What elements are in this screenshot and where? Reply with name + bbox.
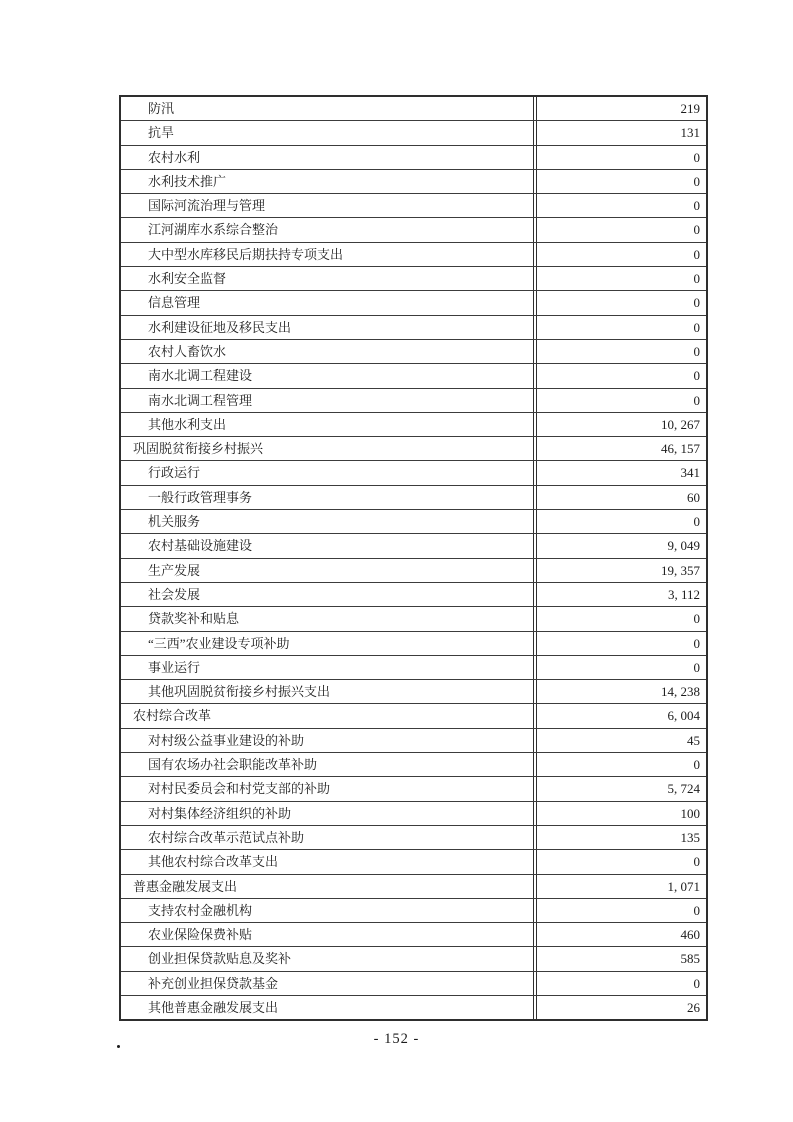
table-row	[120, 704, 707, 728]
table-row	[120, 558, 707, 582]
amount-cell: 0	[534, 242, 708, 266]
item-name-cell: 抗旱	[120, 121, 534, 145]
amount-cell: 10, 267	[534, 412, 708, 436]
amount-cell: 0	[534, 753, 708, 777]
table-row	[120, 145, 707, 169]
item-name-cell: 国际河流治理与管理	[120, 194, 534, 218]
table-row	[120, 242, 707, 266]
amount-cell: 0	[534, 850, 708, 874]
item-name-cell: 社会发展	[120, 582, 534, 606]
item-name-cell: 江河湖库水系综合整治	[120, 218, 534, 242]
item-name-cell: 其他巩固脱贫衔接乡村振兴支出	[120, 680, 534, 704]
table-row	[120, 631, 707, 655]
table-row	[120, 121, 707, 145]
table-row	[120, 194, 707, 218]
amount-cell: 219	[534, 96, 708, 121]
table-row	[120, 680, 707, 704]
amount-cell: 0	[534, 607, 708, 631]
stray-period-mark	[117, 1045, 120, 1048]
amount-cell: 0	[534, 388, 708, 412]
amount-cell: 9, 049	[534, 534, 708, 558]
item-name-cell: 创业担保贷款贴息及奖补	[120, 947, 534, 971]
item-name-cell: 对村级公益事业建设的补助	[120, 728, 534, 752]
amount-cell: 60	[534, 485, 708, 509]
item-name-cell: 水利安全监督	[120, 267, 534, 291]
amount-cell: 0	[534, 655, 708, 679]
table-row	[120, 412, 707, 436]
amount-cell: 135	[534, 825, 708, 849]
amount-cell: 14, 238	[534, 680, 708, 704]
item-name-cell: 农村综合改革	[120, 704, 534, 728]
table-row	[120, 437, 707, 461]
table-row	[120, 96, 707, 121]
table-row	[120, 339, 707, 363]
table-row	[120, 801, 707, 825]
item-name-cell: 普惠金融发展支出	[120, 874, 534, 898]
table-row	[120, 923, 707, 947]
amount-cell: 0	[534, 291, 708, 315]
item-name-cell: 行政运行	[120, 461, 534, 485]
amount-cell: 5, 724	[534, 777, 708, 801]
table-row	[120, 947, 707, 971]
item-name-cell: 其他水利支出	[120, 412, 534, 436]
table-row	[120, 291, 707, 315]
item-name-cell: 生产发展	[120, 558, 534, 582]
item-name-cell: 支持农村金融机构	[120, 898, 534, 922]
item-name-cell: 其他农村综合改革支出	[120, 850, 534, 874]
table-row	[120, 825, 707, 849]
amount-cell: 0	[534, 218, 708, 242]
amount-cell: 0	[534, 194, 708, 218]
item-name-cell: 农村水利	[120, 145, 534, 169]
table-row	[120, 874, 707, 898]
table-row	[120, 461, 707, 485]
amount-cell: 585	[534, 947, 708, 971]
table-row	[120, 728, 707, 752]
item-name-cell: 对村民委员会和村党支部的补助	[120, 777, 534, 801]
amount-cell: 1, 071	[534, 874, 708, 898]
table-row	[120, 607, 707, 631]
amount-cell: 0	[534, 145, 708, 169]
amount-cell: 100	[534, 801, 708, 825]
amount-cell: 0	[534, 631, 708, 655]
item-name-cell: 事业运行	[120, 655, 534, 679]
amount-cell: 0	[534, 364, 708, 388]
amount-cell: 0	[534, 510, 708, 534]
item-name-cell: “三西”农业建设专项补助	[120, 631, 534, 655]
item-name-cell: 国有农场办社会职能改革补助	[120, 753, 534, 777]
table-row	[120, 655, 707, 679]
table-row	[120, 898, 707, 922]
amount-cell: 0	[534, 339, 708, 363]
item-name-cell: 南水北调工程建设	[120, 364, 534, 388]
table-row	[120, 315, 707, 339]
item-name-cell: 大中型水库移民后期扶持专项支出	[120, 242, 534, 266]
amount-cell: 0	[534, 267, 708, 291]
amount-cell: 0	[534, 898, 708, 922]
table-row	[120, 777, 707, 801]
item-name-cell: 巩固脱贫衔接乡村振兴	[120, 437, 534, 461]
amount-cell: 131	[534, 121, 708, 145]
item-name-cell: 对村集体经济组织的补助	[120, 801, 534, 825]
item-name-cell: 农村人畜饮水	[120, 339, 534, 363]
table-row	[120, 850, 707, 874]
table-row	[120, 169, 707, 193]
item-name-cell: 一般行政管理事务	[120, 485, 534, 509]
item-name-cell: 机关服务	[120, 510, 534, 534]
amount-cell: 341	[534, 461, 708, 485]
amount-cell: 3, 112	[534, 582, 708, 606]
table-row	[120, 388, 707, 412]
amount-cell: 6, 004	[534, 704, 708, 728]
table-row	[120, 995, 707, 1020]
amount-cell: 26	[534, 995, 708, 1020]
table-row	[120, 582, 707, 606]
table-row	[120, 971, 707, 995]
table-row	[120, 364, 707, 388]
table-row	[120, 753, 707, 777]
table-row	[120, 485, 707, 509]
budget-table-body	[120, 96, 707, 1020]
item-name-cell: 贷款奖补和贴息	[120, 607, 534, 631]
item-name-cell: 南水北调工程管理	[120, 388, 534, 412]
item-name-cell: 其他普惠金融发展支出	[120, 995, 534, 1020]
amount-cell: 19, 357	[534, 558, 708, 582]
page-number: - 152 -	[373, 1031, 420, 1047]
item-name-cell: 农村综合改革示范试点补助	[120, 825, 534, 849]
table-row	[120, 534, 707, 558]
item-name-cell: 防汛	[120, 96, 534, 121]
item-name-cell: 水利建设征地及移民支出	[120, 315, 534, 339]
table-row	[120, 510, 707, 534]
amount-cell: 460	[534, 923, 708, 947]
item-name-cell: 农业保险保费补贴	[120, 923, 534, 947]
amount-cell: 46, 157	[534, 437, 708, 461]
table-row	[120, 267, 707, 291]
budget-expenditure-table	[119, 95, 708, 1021]
amount-cell: 0	[534, 169, 708, 193]
table-row	[120, 218, 707, 242]
amount-cell: 45	[534, 728, 708, 752]
item-name-cell: 水利技术推广	[120, 169, 534, 193]
amount-cell: 0	[534, 315, 708, 339]
item-name-cell: 补充创业担保贷款基金	[120, 971, 534, 995]
item-name-cell: 信息管理	[120, 291, 534, 315]
amount-cell: 0	[534, 971, 708, 995]
item-name-cell: 农村基础设施建设	[120, 534, 534, 558]
